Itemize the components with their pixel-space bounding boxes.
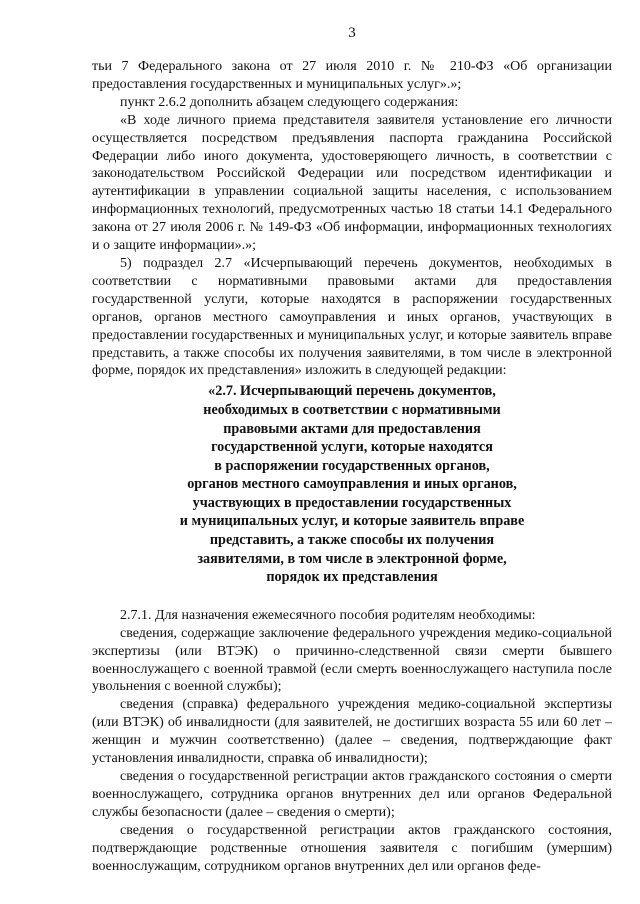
heading-line: и муниципальных услуг, и которые заявитель вправе — [179, 513, 525, 530]
section-heading — [92, 382, 612, 587]
heading-line: в распоряжении государственных органов, — [214, 457, 490, 474]
bottom-section — [92, 607, 612, 876]
heading-line: правовыми актами для предоставления — [223, 420, 481, 437]
paragraph: сведения о государственной регистрации актов гражданского состояния, подтверждающие родственные отношения заявителя с погибшим (умершим) военнослужащим, сотрудником органов внутренних дел или органов феде- — [92, 822, 612, 874]
paragraph: тьи 7 Федерального закона от 27 июля 2010 г. № 210-ФЗ «Об организации предоставления государственных и муниципальных услуг».»; — [92, 59, 612, 92]
paragraph: сведения о государственной регистрации актов гражданского состояния о смерти военнослужащего, сотрудника органов внутренних дел или органов Федеральной службы безопасности (далее – сведения о смерти); — [92, 769, 612, 820]
heading-line: органов местного самоуправления и иных органов, — [187, 476, 517, 493]
heading-line: необходимых в соответствии с нормативными — [203, 401, 501, 418]
paragraph: сведения (справка) федерального учреждения медико-социальной экспертизы (или ВТЭК) об инвалидности (для заявителей, не достигших возраста 55 или 60 лет – женщин и мужчин соответственно) (далее – сведения, подтверждающие факт установления инвалидности, справка об инвалидности); — [92, 697, 612, 767]
heading-line: заявителями, в том числе в электронной форме, — [197, 550, 507, 567]
heading-line: участвующих в предоставлении государственных — [192, 494, 512, 511]
paragraph: «В ходе личного приема представителя заявителя установление его личности осуществляется посредством предъявления паспорта гражданина Российской Федерации либо иного документа, удостоверяющего личность, в соответствии с законодательством Российской Федерации или посредством идентификации и аутентификации в управлении социальной защиты населения, с использованием информационных технологий, предусмотренных частью 18 статьи 14.1 Федерального закона от 27 июля 2006 г. № 149-ФЗ «Об информации, информационных технологиях и о защите информации».»; — [92, 112, 612, 254]
paragraph: сведения, содержащие заключение федерального учреждения медико-социальной экспертизы (или ВТЭК) о причинно-следственной связи смерти бывшего военнослужащего с военной травмой (если смерть военнослужащего наступила после увольнения с военной службы); — [92, 625, 612, 695]
paragraph: 5) подраздел 2.7 «Исчерпывающий перечень документов, необходимых в соответствии с нормативными правовыми актами для предоставления государственной услуги, которые находятся в распоряжении государственных органов, органов местного самоуправления и иных органов, участвующих в предоставлении государственных и муниципальных услуг, и которые заявитель вправе представить, а также способы их получения заявителями, в том числе в электронной форме, порядок их представления» изложить в следующей редакции: — [92, 255, 612, 379]
heading-line: государственной услуги, которые находятся — [211, 439, 493, 456]
heading-line: порядок их представления — [266, 569, 438, 586]
heading-line: представить, а также способы их получения — [209, 532, 495, 549]
top-section — [92, 58, 612, 380]
paragraph: 2.7.1. Для назначения ежемесячного пособия родителям необходимы: — [120, 607, 536, 623]
spacer — [92, 587, 612, 607]
paragraph: пункт 2.6.2 дополнить абзацем следующего содержания: — [120, 94, 459, 110]
page-number: 3 — [348, 25, 356, 41]
heading-line: «2.7. Исчерпывающий перечень документов, — [208, 383, 496, 400]
